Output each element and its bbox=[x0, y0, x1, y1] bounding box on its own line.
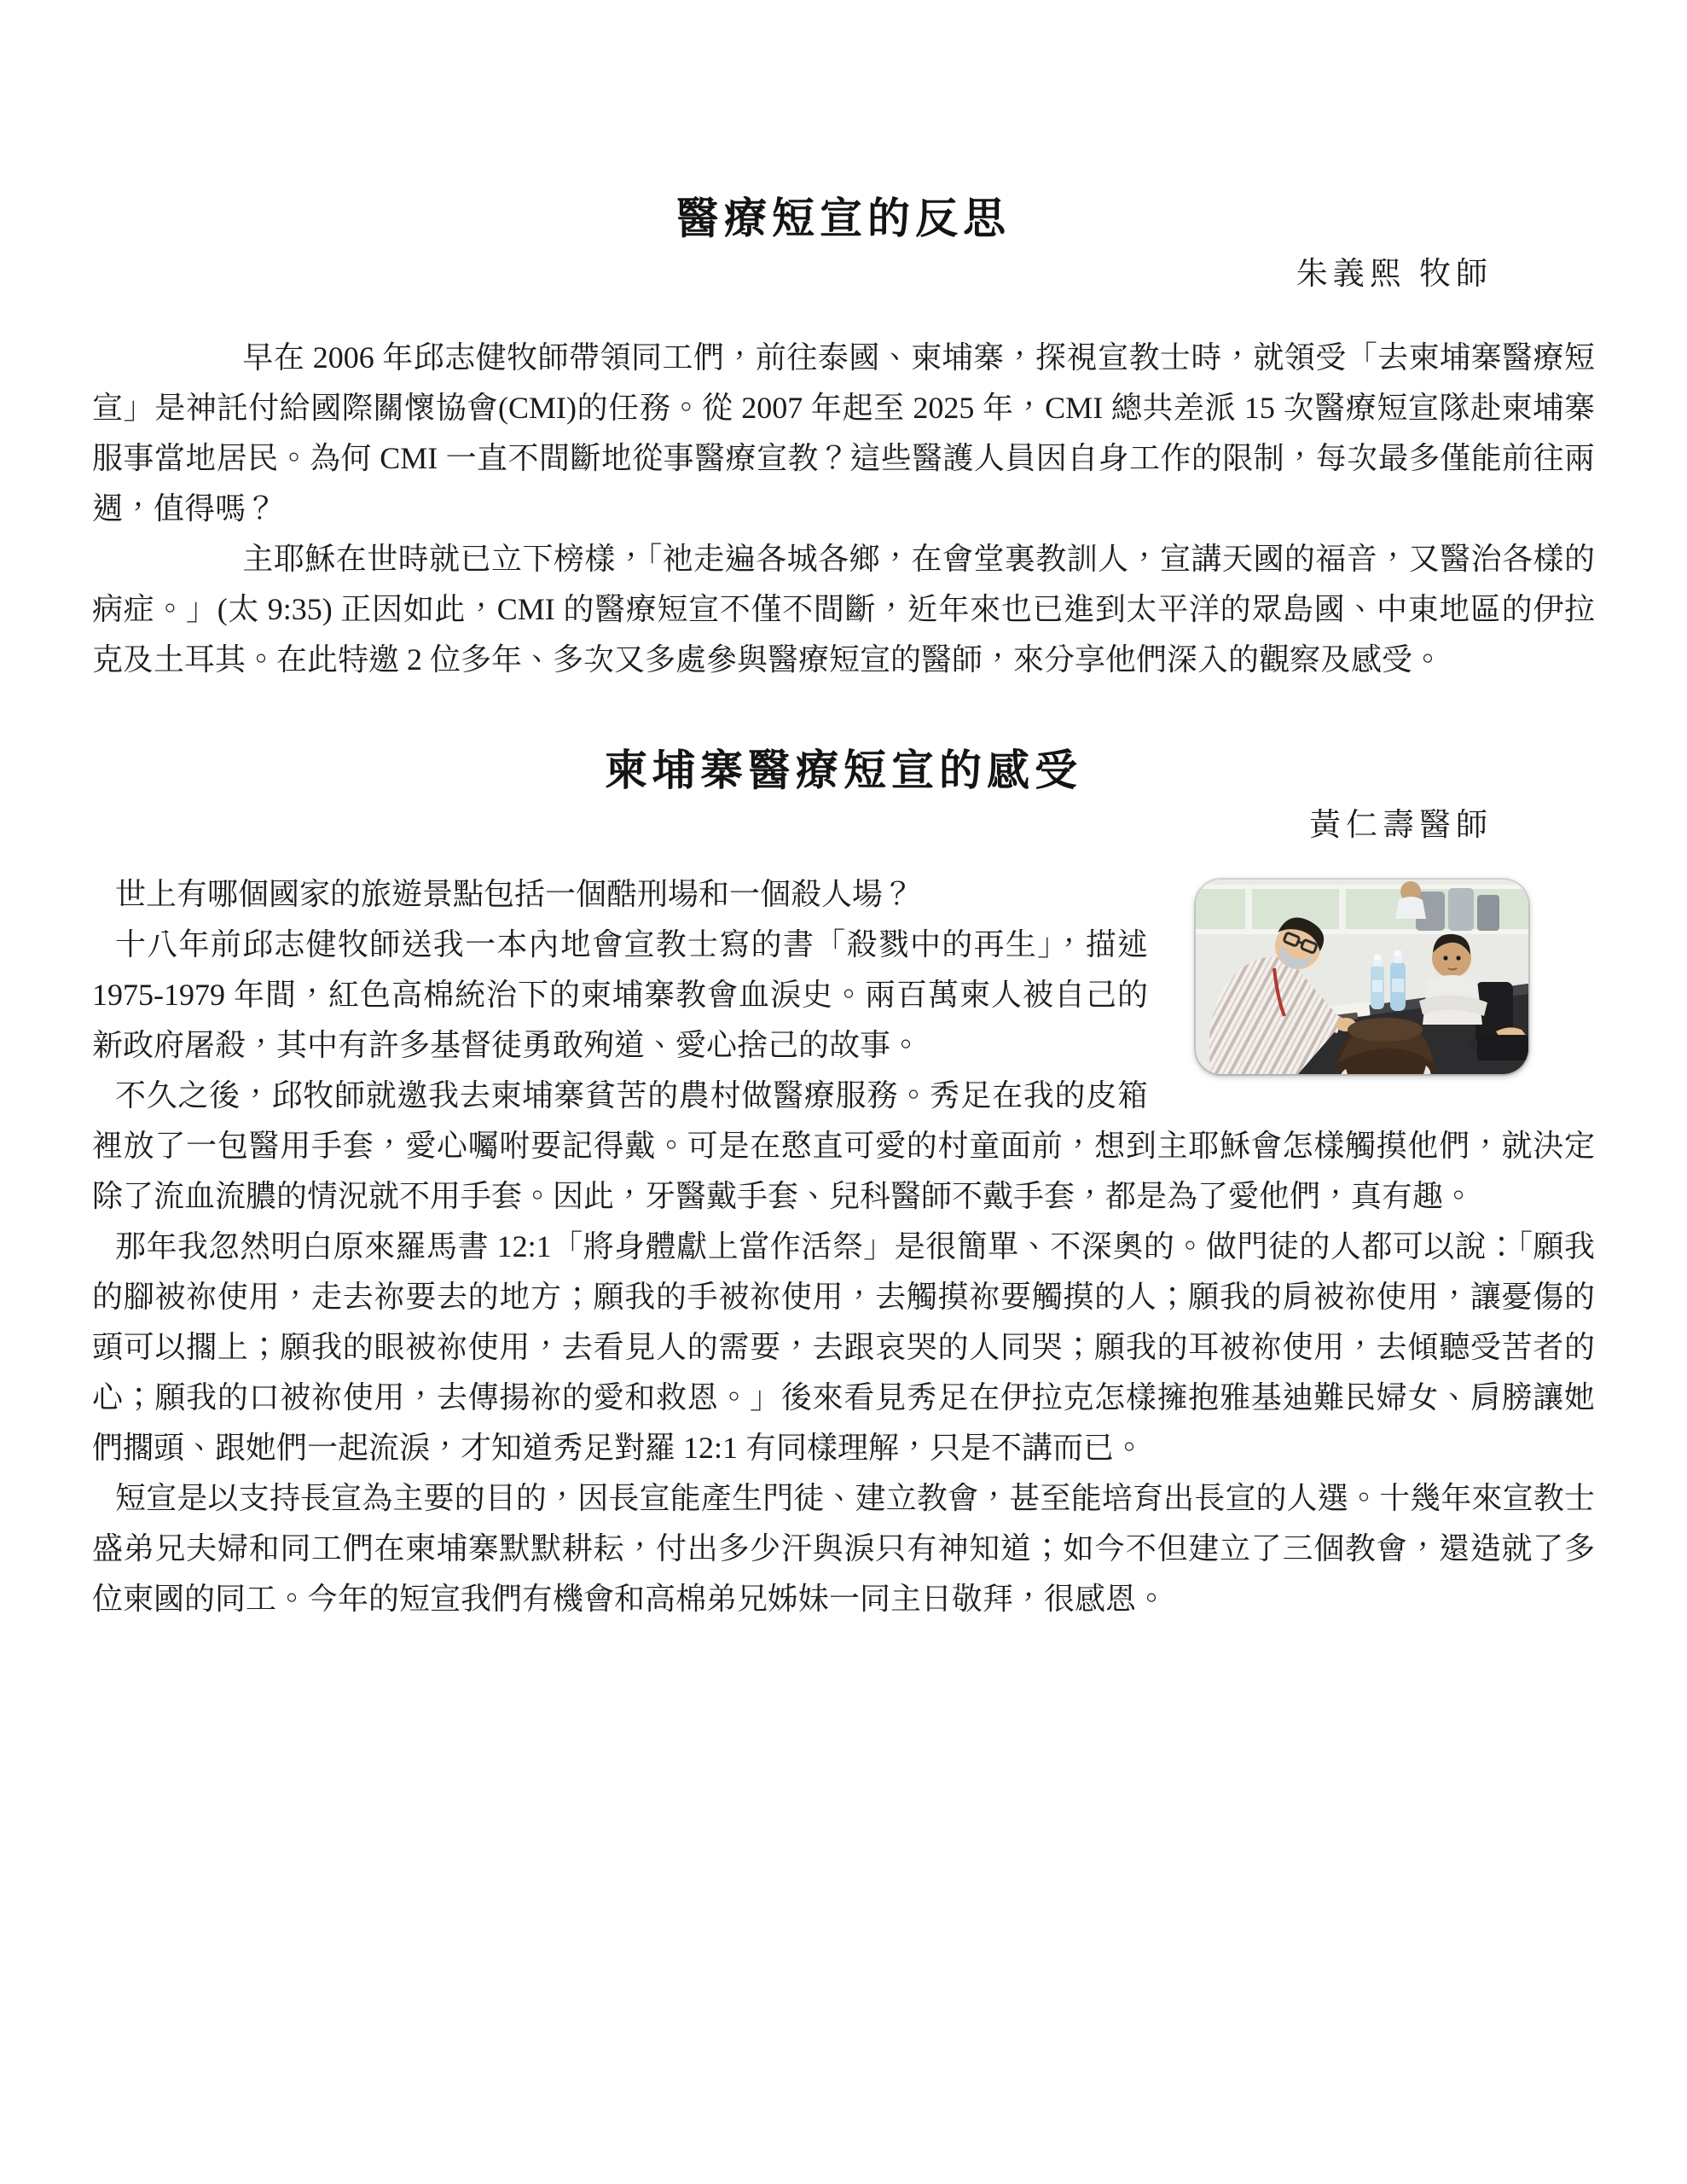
clinic-photo bbox=[1196, 880, 1528, 1074]
article2-paragraph-2: 十八年前邱志健牧師送我一本內地會宣教士寫的書「殺戮中的再生」，描述 1975-1979 年間，紅色高棉統治下的柬埔寨教會血淚史。兩百萬柬人被自己的新政府屠殺，其中有許多基督徒勇敢殉道、愛心捨己的故事。 bbox=[92, 926, 1148, 1062]
article2-paragraph-1: 世上有哪個國家的旅遊景點包括一個酷刑場和一個殺人場？ bbox=[115, 876, 914, 911]
article1-author: 朱義熙 牧師 bbox=[1296, 256, 1493, 292]
article1-body bbox=[92, 333, 1595, 685]
clinic-photo-illustration bbox=[1196, 880, 1528, 1074]
article2-paragraph-5: 短宣是以支持長宣為主要的目的，因長宣能產生門徒、建立教會，甚至能培育出長宣的人選。十幾年來宣教士盛弟兄夫婦和同工們在柬埔寨默默耕耘，付出多少汗與淚只有神知道；如今不但建立了三個教會，還造就了多位柬國的同工。今年的短宣我們有機會和高棉弟兄姊妹一同主日敬拜，很感恩。 bbox=[92, 1480, 1595, 1616]
article2-body bbox=[92, 869, 1595, 1624]
article1-paragraph-2: 主耶穌在世時就已立下榜樣，「祂走遍各城各鄉，在會堂裏教訓人，宣講天國的福音，又醫治各樣的病症。」(太 9:35) 正因如此，CMI 的醫療短宣不僅不間斷，近年來也已進到太平洋的眾島國、中東地區的伊拉克及土耳其。在此特邀 2 位多年、多次又多處參與醫療短宣的醫師，來分享他們深入的觀察及感受。 bbox=[92, 541, 1595, 677]
article1-title: 醫療短宣的反思 bbox=[676, 195, 1011, 242]
article2-title: 柬埔寨醫療短宣的感受 bbox=[605, 746, 1082, 794]
article2-paragraph-3: 不久之後，邱牧師就邀我去柬埔寨貧苦的農村做醫療服務。秀足在我的皮箱裡放了一包醫用手套，愛心囑咐要記得戴。可是在憨直可愛的村童面前，想到主耶穌會怎樣觸摸他們，就決定除了流血流膿的情況就不用手套。因此，牙醫戴手套、兒科醫師不戴手套，都是為了愛他們，真有趣。 bbox=[92, 1077, 1595, 1213]
article1-paragraph-1: 早在 2006 年邱志健牧師帶領同工們，前往泰國、柬埔寨，探視宣教士時，就領受「去柬埔寨醫療短宣」是神託付給國際關懷協會(CMI)的任務。從 2007 年起至 2025 年，CMI 總共差派 15 次醫療短宣隊赴柬埔寨服事當地居民。為何 CMI 一直不間斷地從事醫療宣教？這些醫護人員因自身工作的限制，每次最多僅能前往兩週，值得嗎？ bbox=[92, 340, 1595, 526]
article2-author: 黃仁壽醫師 bbox=[1309, 808, 1493, 844]
article2-paragraph-4: 那年我忽然明白原來羅馬書 12:1「將身體獻上當作活祭」是很簡單、不深奧的。做門徒的人都可以說：「願我的腳被祢使用，走去祢要去的地方；願我的手被祢使用，去觸摸祢要觸摸的人；願我的肩被祢使用，讓憂傷的頭可以擱上；願我的眼被祢使用，去看見人的需要，去跟哀哭的人同哭；願我的耳被祢使用，去傾聽受苦者的心；願我的口被祢使用，去傳揚祢的愛和救恩。」後來看見秀足在伊拉克怎樣擁抱雅基迪難民婦女、肩膀讓她們擱頭、跟她們一起流淚，才知道秀足對羅 12:1 有同樣理解，只是不講而已。 bbox=[92, 1228, 1595, 1465]
